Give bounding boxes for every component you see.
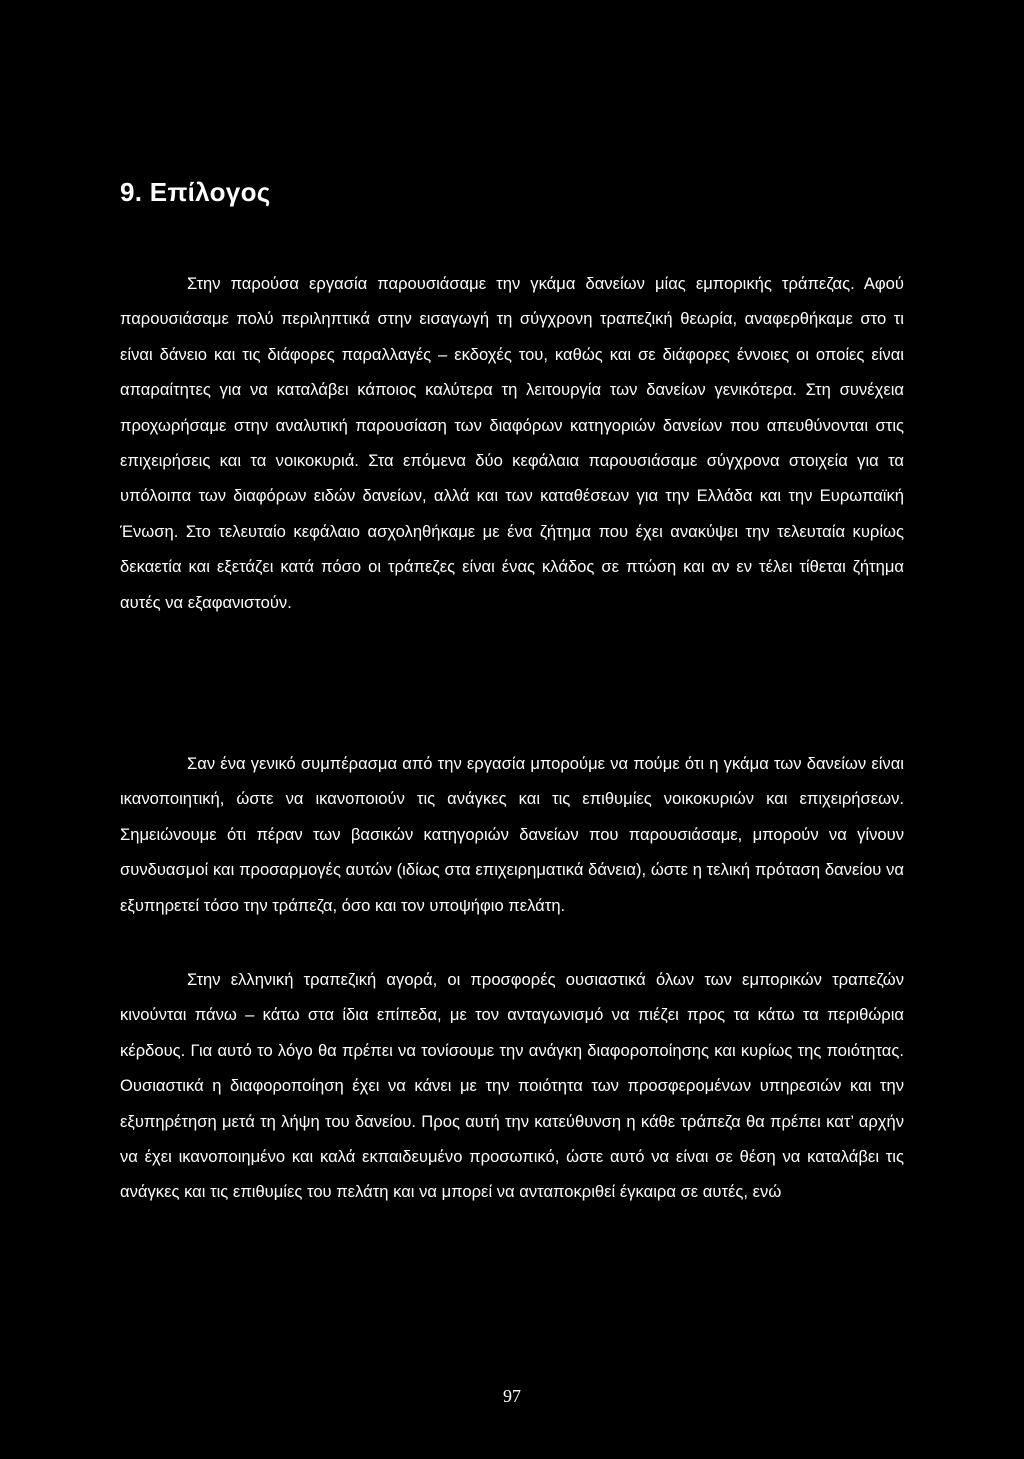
paragraph-text: Στην παρούσα εργασία παρουσιάσαμε την γκάμα δανείων μίας εμπορικής τράπεζας. Αφού παρουσιάσαμε πολύ περιληπτικά στην εισαγωγή τη σύγχρονη τραπεζική θεωρία, αναφερθήκαμε στο τι είναι δάνειο και τις διάφορες παραλλαγές – εκδοχές του, καθώς και σε διάφορες έννοιες οι οποίες είναι απαραίτητες για να καταλάβει κάποιος καλύτερα τη λειτουργία των δανείων γενικότερα. Στη συνέχεια προχωρήσαμε στην αναλυτική παρουσίαση των διαφόρων κατηγοριών δανείων που απευθύνονται στις επιχειρήσεις και τα νοικοκυριά. Στα επόμενα δύο κεφάλαια παρουσιάσαμε σύγχρονα στοιχεία για τα υπόλοιπα των διαφόρων ειδών δανείων, αλλά και των καταθέσεων για την Ελλάδα και την Ευρωπαϊκή Ένωση. Στο τελευταίο κεφάλαιο ασχοληθήκαμε με ένα ζήτημα που έχει ανακύψει την τελευταία κυρίως δεκαετία και εξετάζει κατά πόσο οι τράπεζες είναι ένας κλάδος σε πτώση και αν εν τέλει τίθεται ζήτημα αυτές να εξαφανιστούν.: [120, 274, 904, 612]
paragraph-summary: [120, 266, 904, 620]
page-number: 97: [503, 1386, 521, 1406]
paragraph-greek-market: [120, 962, 904, 1210]
section-heading: 9. Επίλογος: [120, 177, 271, 207]
paragraph-text: Σαν ένα γενικό συμπέρασμα από την εργασία μπορούμε να πούμε ότι η γκάμα των δανείων είναι ικανοποιητική, ώστε να ικανοποιούν τις ανάγκες και τις επιθυμίες νοικοκυριών και επιχειρήσεων. Σημειώνουμε ότι πέραν των βασικών κατηγοριών δανείων που παρουσιάσαμε, μπορούν να γίνουν συνδυασμοί και προσαρμογές αυτών (ιδίως στα επιχειρηματικά δάνεια), ώστε η τελική πρόταση δανείου να εξυπηρετεί τόσο την τράπεζα, όσο και τον υποψήφιο πελάτη.: [120, 754, 904, 915]
paragraph-text: Στην ελληνική τραπεζική αγορά, οι προσφορές ουσιαστικά όλων των εμπορικών τραπεζών κινούνται πάνω – κάτω στα ίδια επίπεδα, με τον ανταγωνισμό να πιέζει προς τα κάτω τα περιθώρια κέρδους. Για αυτό το λόγο θα πρέπει να τονίσουμε την ανάγκη διαφοροποίησης και κυρίως της ποιότητας. Ουσιαστικά η διαφοροποίηση έχει να κάνει με την ποιότητα των προσφερομένων υπηρεσιών και την εξυπηρέτηση μετά τη λήψη του δανείου. Προς αυτή την κατεύθυνση η κάθε τράπεζα θα πρέπει κατ’ αρχήν να έχει ικανοποιημένο και καλά εκπαιδευμένο προσωπικό, ώστε αυτό να είναι σε θέση να καταλάβει τις ανάγκες και τις επιθυμίες του πελάτη και να μπορεί να ανταποκριθεί έγκαιρα σε αυτές, ενώ: [120, 970, 904, 1202]
paragraph-conclusion: [120, 746, 904, 923]
